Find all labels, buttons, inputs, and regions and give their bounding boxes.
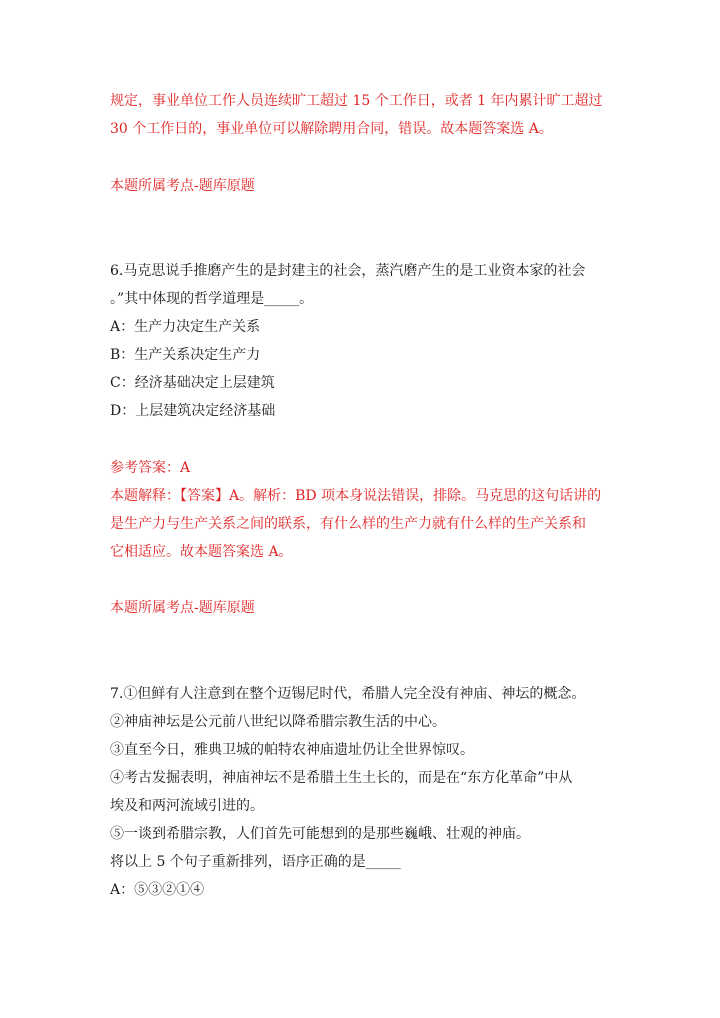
q6-option-a: A：生产力决定生产关系 xyxy=(110,319,261,335)
prev-explanation-line-1: 规定，事业单位工作人员连续旷工超过 15 个工作日，或者 1 年内累计旷工超过 xyxy=(110,93,603,109)
q6-answer: 参考答案：A xyxy=(110,460,191,476)
prev-source-tag: 本题所属考点-题库原题 xyxy=(110,178,255,194)
q6-explanation-line-1: 本题解释：【答案】A。解析：BD 项本身说法错误，排除。马克思的这句话讲的 xyxy=(110,488,602,504)
q6-explanation-line-3: 它相适应。故本题答案选 A。 xyxy=(110,544,293,560)
q7-stem-line-2: ②神庙神坛是公元前八世纪以降希腊宗教生活的中心。 xyxy=(110,714,446,730)
q7-stem-line-4: ④考古发掘表明，神庙神坛不是希腊土生土长的，而是在“东方化革命”中从 xyxy=(110,770,573,786)
q7-stem-line-7: 将以上 5 个句子重新排列，语序正确的是_____ xyxy=(110,854,401,870)
q6-option-b: B：生产关系决定生产力 xyxy=(110,347,261,363)
q7-stem-line-5: 埃及和两河流域引进的。 xyxy=(110,798,264,814)
q7-option-a: A：⑤③②①④ xyxy=(110,882,205,898)
q6-option-d: D：上层建筑决定经济基础 xyxy=(110,403,276,419)
q6-option-c: C：经济基础决定上层建筑 xyxy=(110,375,275,391)
q6-stem-line-1: 6.马克思说手推磨产生的是封建主的社会，蒸汽磨产生的是工业资本家的社会 xyxy=(110,263,586,279)
q6-explanation-line-2: 是生产力与生产关系之间的联系，有什么样的生产力就有什么样的生产关系和 xyxy=(110,516,586,532)
q6-stem-line-2: 。”其中体现的哲学道理是_____。 xyxy=(110,291,314,307)
prev-explanation-line-2: 30 个工作日的，事业单位可以解除聘用合同，错误。故本题答案选 A。 xyxy=(110,121,553,137)
q7-stem-line-6: ⑤一谈到希腊宗教，人们首先可能想到的是那些巍峨、壮观的神庙。 xyxy=(110,826,530,842)
q7-stem-line-3: ③直至今日，雅典卫城的帕特农神庙遗址仍让全世界惊叹。 xyxy=(110,742,474,758)
q7-stem-line-1: 7.①但鲜有人注意到在整个迈锡尼时代，希腊人完全没有神庙、神坛的概念。 xyxy=(110,686,586,702)
q6-source-tag: 本题所属考点-题库原题 xyxy=(110,600,255,616)
